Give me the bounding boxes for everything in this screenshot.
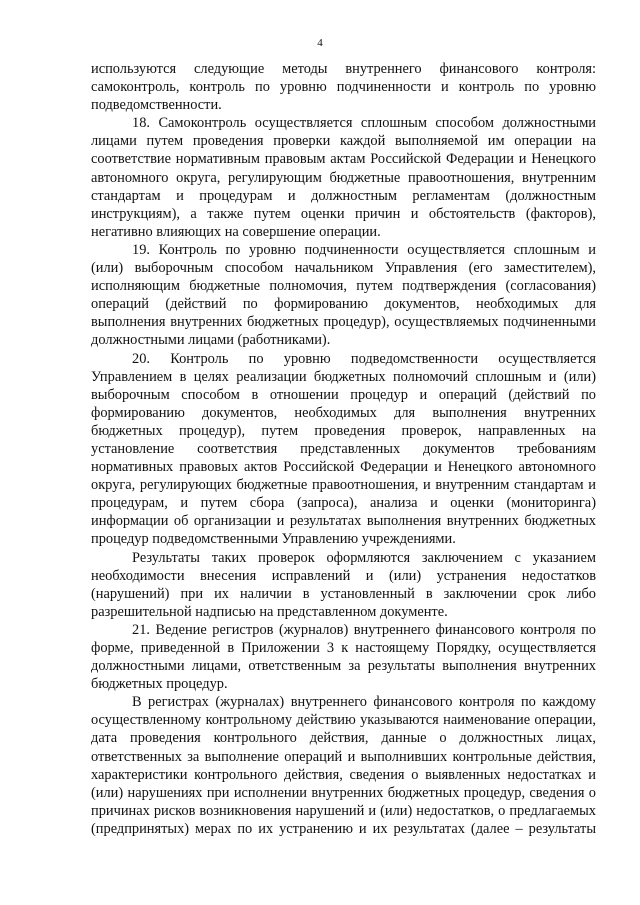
paragraph-methods: используются следующие методы внутреннего финансового контроля: самоконтроль, контроль по уровню подчиненности и контроль по уровню подведомственности. [91,61,596,114]
paragraph-register-contents: В регистрах (журналах) внутреннего финансового контроля по каждому осуществленному контрольному действию указываются наименование операции, дата проведения контрольного действия, данные о должностных лицах, ответственных за выполнение операций и выполнивших контрольные действия, характеристики контрольного действия, сведения о выявленных недостатках и (или) нарушениях при исполнении внутренних бюджетных процедур, сведения о причинах рисков возникновения нарушений и (или) недостатков, о предлагаемых (предпринятых) мерах по их устранению и их результатах (далее – результаты [91,694,596,837]
paragraph-check-results: Результаты таких проверок оформляются заключением с указанием необходимости внесения исправлений и (или) устранения недостатков (нарушений) при их наличии в установленный в заключении срок либо разрешительной надписью на представленном документе. [91,549,596,620]
paragraph-18-self-control: 18. Самоконтроль осуществляется сплошным способом должностными лицами путем проведения проверки каждой выполняемой им операции на соответствие нормативным правовым актам Российской Федерации и Ненецкого автономного округа, регулирующим бюджетные правоотношения, внутренним стандартам и процедурам и должностным регламентам (должностным инструкциям), а также путем оценки причин и обстоятельств (факторов), негативно влияющих на совершение операции. [91,115,596,240]
paragraph-21-registers: 21. Ведение регистров (журналов) внутреннего финансового контроля по форме, приведенной в Приложении 3 к настоящему Порядку, осуществляется должностными лицами, ответственным за результаты выполнения внутренних бюджетных процедур. [91,621,596,693]
page-number: 4 [317,37,323,49]
document-body [91,60,596,838]
paragraph-19-subordination-control: 19. Контроль по уровню подчиненности осуществляется сплошным и (или) выборочным способом начальником Управления (его заместителем), исполняющим бюджетные полномочия, путем подтверждения (согласования) операций (действий по формированию документов, необходимых для выполнения внутренних бюджетных процедур), осуществляемых подчиненными должностными лицами (работниками). [91,241,596,349]
paragraph-20-departmental-control: 20. Контроль по уровню подведомственности осуществляется Управлением в целях реализации бюджетных полномочий сплошным и (или) выборочным способом в отношении процедур и операций (действий по формированию документов, необходимых для выполнения внутренних бюджетных процедур), путем проведения проверок, направленных на установление соответствия представленных документов требованиям нормативных правовых актов Российской Федерации и Ненецкого автономного округа, регулирующих бюджетные правоотношения, и внутренним стандартам и процедурам, и путем сбора (запроса), анализа и оценки (мониторинга) информации об организации и результатах выполнения внутренних бюджетных процедур подведомственными Управлению учреждениями. [91,350,596,548]
